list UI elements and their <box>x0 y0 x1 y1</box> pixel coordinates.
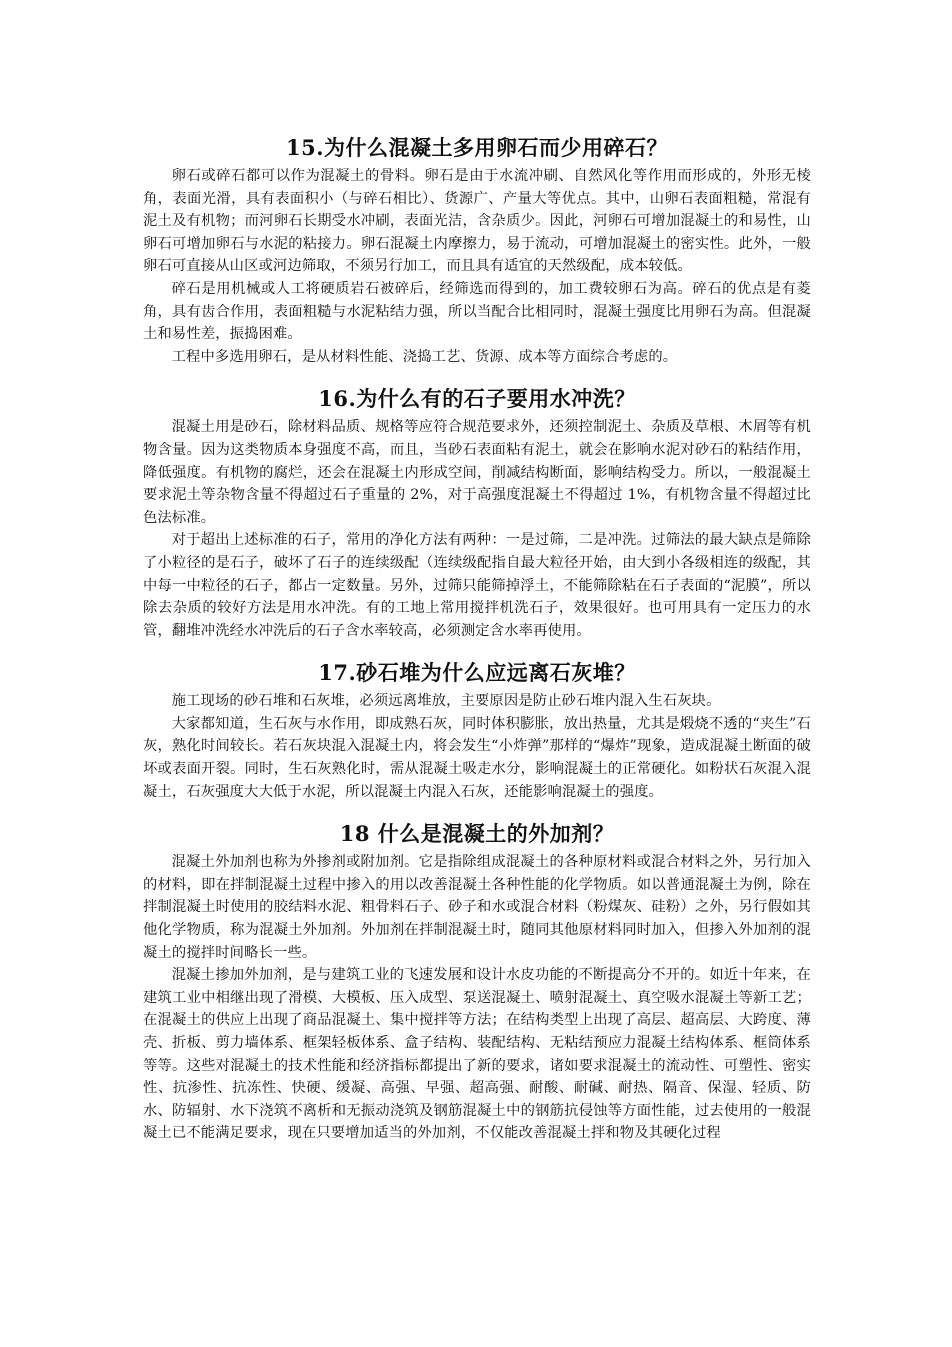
section-16 <box>143 384 811 642</box>
section-17 <box>143 658 811 803</box>
paragraph: 工程中多选用卵石，是从材料性能、浇捣工艺、货源、成本等方面综合考虑的。 <box>171 348 678 365</box>
section-title: 15.为什么混凝土多用卵石而少用碎石？ <box>285 135 669 160</box>
section-15 <box>143 133 811 368</box>
paragraph: 对于超出上述标准的石子，常用的净化方法有两种：一是过筛，二是冲洗。过筛法的最大缺点是筛除了小粒径的是石子，破坏了石子的连续级配（连续级配指自最大粒径开始，由大到小各级相连的级配，其中每一中粒径的石子，都占一定数量。另外，过筛只能筛掉浮土，不能筛除粘在石子表面的“泥膜”，所以除去杂质的较好方法是用水冲洗。有的工地上常用搅拌机洗石子，效果很好。也可用具有一定压力的水管，翻堆冲洗经水冲洗后的石子含水率较高，必须测定含水率再使用。 <box>143 532 811 639</box>
section-title: 18 什么是混凝土的外加剂？ <box>339 821 615 847</box>
paragraph: 混凝土用是砂石，除材料品质、规格等应符合规范要求外，还须控制泥土、杂质及草根、木屑等有机物含量。因为这类物质本身强度不高，而且，当砂石表面粘有泥土，就会在影响水泥对砂石的粘结作用，降低强度。有机物的腐烂，还会在混凝土内形成空间，削减结构断面，影响结构受力。所以，一般混凝土要求泥土等杂物含量不得超过石子重量的 2%，对于高强度混凝土不得超过 1%，有机物含量不得超过比色法标准。 <box>143 419 811 526</box>
paragraph: 施工现场的砂石堆和石灰堆，必须远离堆放，主要原因是防止砂石堆内混入生石灰块。 <box>171 693 721 710</box>
paragraph: 混凝土掺加外加剂，是与建筑工业的飞速发展和设计水皮功能的不断提高分不开的。如近十年来，在建筑工业中相继出现了滑模、大模板、压入成型、泵送混凝土、喷射混凝土、真空吸水混凝土等新工艺；在混凝土的供应上出现了商品混凝土、集中搅拌等方法；在结构类型上出现了高层、超高层、大跨度、薄壳、折板、剪力墙体系、框架轻板体系、盒子结构、装配结构、无粘结预应力混凝土结构体系、框筒体系等等。这些对混凝土的技术性能和经济指标都提出了新的要求，诸如要求混凝土的流动性、可塑性、密实性、抗渗性、抗冻性、快硬、缓凝、高强、早强、超高强、耐酸、耐碱、耐热、隔音、保湿、轻质、防水、防辐射、水下浇筑不离析和无振动浇筑及钢筋混凝土中的钢筋抗侵蚀等方面性能，过去使用的一般混凝土已不能满足要求，现在只要增加适当的外加剂，不仅能改善混凝土拌和物及其硬化过程 <box>143 967 811 1142</box>
paragraph: 大家都知道，生石灰与水作用，即成熟石灰，同时体积膨胀，放出热量，尤其是煅烧不透的“夹生”石灰，熟化时间较长。若石灰块混入混凝土内，将会发生“小炸弹”那样的“爆炸”现象，造成混凝土断面的破坏或表面开裂。同时，生石灰熟化时，需从混凝土吸走水分，影响混凝土的正常硬化。如粉状石灰混入混凝土，石灰强度大大低于水泥，所以混凝土内混入石灰，还能影响混凝土的强度。 <box>143 715 811 800</box>
section-title: 17.砂石堆为什么应远离石灰堆？ <box>318 660 636 686</box>
section-18 <box>143 819 811 1145</box>
paragraph: 混凝土外加剂也称为外掺剂或附加剂。它是指除组成混凝土的各种原材料或混合材料之外，另行加入的材料，即在拌制混凝土过程中掺入的用以改善混凝土各种性能的化学物质。如以普通混凝土为例，除在拌制混凝土时使用的胶结料水泥、粗骨料石子、砂子和水或混合材料（粉煤灰、硅粉）之外，另行假如其他化学物质，称为混凝土外加剂。外加剂在拌制混凝土时，随同其他原材料同时加入，但掺入外加剂的混凝土的搅拌时间略长一些。 <box>143 854 811 961</box>
paragraph: 卵石或碎石都可以作为混凝土的骨料。卵石是由于水流冲刷、自然风化等作用而形成的，外形无棱角，表面光滑，具有表面积小（与碎石相比）、货源广、产量大等优点。其中，山卵石表面粗糙，常混有泥土及有机物；而河卵石长期受水冲刷，表面光洁，含杂质少。因此，河卵石可增加混凝土的和易性，山卵石可增加卵石与水泥的粘接力。卵石混凝土内摩擦力，易于流动，可增加混凝土的密实性。此外，一般卵石可直接从山区或河边筛取，不须另行加工，而且具有适宜的天然级配，成本较低。 <box>143 168 811 275</box>
document-page <box>143 133 811 1145</box>
section-title: 16.为什么有的石子要用水冲洗？ <box>318 386 636 412</box>
paragraph: 碎石是用机械或人工将硬质岩石被碎后，经筛选而得到的，加工费较卵石为高。碎石的优点是有菱角，具有齿合作用，表面粗糙与水泥粘结力强，所以当配合比相同时，混凝土强度比用卵石为高。但混凝土和易性差，振捣困难。 <box>143 280 811 343</box>
